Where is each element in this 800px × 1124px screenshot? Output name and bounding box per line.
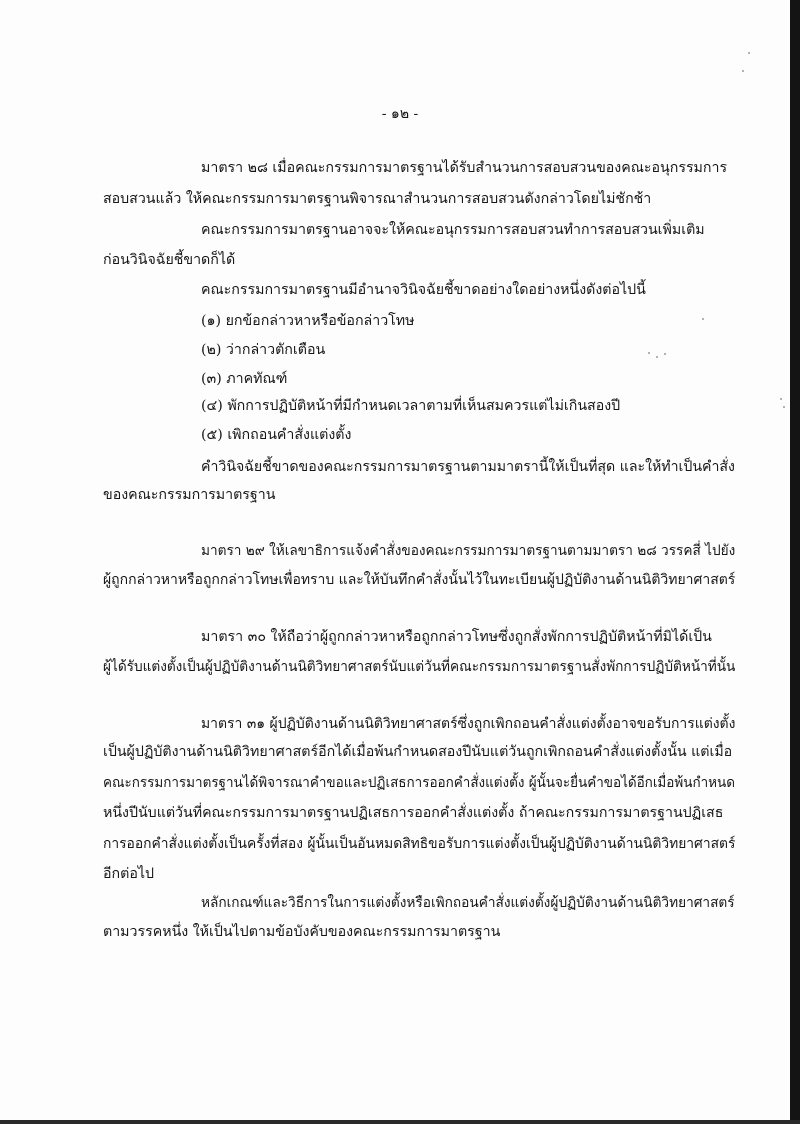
list-item: (๕) เพิกถอนคำสั่งแต่งตั้ง: [201, 427, 352, 443]
scan-speck: [748, 52, 750, 54]
scan-speck: [742, 70, 744, 72]
scan-edge-right: [790, 0, 800, 1124]
text-line: คณะกรรมการมาตรฐานอาจจะให้คณะอนุกรรมการสอบสวนทำการสอบสวนเพิ่มเติม: [201, 222, 705, 238]
text-line: อีกต่อไป: [103, 866, 154, 882]
text-line: มาตรา ๓๑ ผู้ปฏิบัติงานด้านนิติวิทยาศาสตร์ซึ่งถูกเพิกถอนคำสั่งแต่งตั้งอาจขอรับการแต่งตั้ง: [201, 716, 736, 732]
list-item: (๔) พักการปฏิบัติหน้าที่มีกำหนดเวลาตามที่เห็นสมควรแต่ไม่เกินสองปี: [201, 398, 621, 414]
text-line: หนึ่งปีนับแต่วันที่คณะกรรมการมาตรฐานปฏิเสธการออกคำสั่งแต่งตั้ง ถ้าคณะกรรมการมาตรฐานปฏิเสธ: [103, 805, 724, 821]
text-line: มาตรา ๒๘ เมื่อคณะกรรมการมาตรฐานได้รับสำนวนการสอบสวนของคณะอนุกรรมการ: [201, 160, 728, 176]
text-line: ผู้ถูกกล่าวหาหรือถูกกล่าวโทษเพื่อทราบ และให้บันทึกคำสั่งนั้นไว้ในทะเบียนผู้ปฏิบัติงานด้านนิติวิทยาศาสตร์: [103, 572, 736, 588]
scan-speck: [780, 398, 782, 400]
text-line: เป็นผู้ปฏิบัติงานด้านนิติวิทยาศาสตร์อีกได้เมื่อพ้นกำหนดสองปีนับแต่วันถูกเพิกถอนคำสั่งแต่งตั้งนั้น แต่เมื่อ: [103, 744, 733, 760]
scan-edge-bottom: [0, 1120, 800, 1124]
scan-speck: [783, 406, 785, 408]
text-line: คณะกรรมการมาตรฐานได้พิจารณาคำขอและปฏิเสธการออกคำสั่งแต่งตั้ง ผู้นั้นจะยื่นคำขอได้อีกเมื่อพ้นกำหนด: [103, 775, 735, 791]
text-line: สอบสวนแล้ว ให้คณะกรรมการมาตรฐานพิจารณาสำนวนการสอบสวนดังกล่าวโดยไม่ชักช้า: [103, 191, 652, 207]
text-line: ของคณะกรรมการมาตรฐาน: [103, 487, 276, 503]
scan-speck: [656, 356, 658, 358]
list-item: (๓) ภาคทัณฑ์: [201, 371, 288, 387]
text-line: คณะกรรมการมาตรฐานมีอำนาจวินิจฉัยชี้ขาดอย่างใดอย่างหนึ่งดังต่อไปนี้: [201, 282, 646, 298]
text-line: ผู้ได้รับแต่งตั้งเป็นผู้ปฏิบัติงานด้านนิติวิทยาศาสตร์นับแต่วันที่คณะกรรมการมาตรฐานสั่งพักการปฏิบัติหน้าที่นั้น: [103, 659, 736, 675]
scan-speck: [648, 352, 650, 354]
list-item: (๒) ว่ากล่าวตักเตือน: [201, 342, 326, 358]
text-line: ตามวรรคหนึ่ง ให้เป็นไปตามข้อบังคับของคณะกรรมการมาตรฐาน: [103, 924, 501, 940]
text-line: มาตรา ๒๙ ให้เลขาธิการแจ้งคำสั่งของคณะกรรมการมาตรฐานตามมาตรา ๒๘ วรรคสี่ ไปยัง: [201, 543, 736, 559]
scan-speck: [664, 353, 666, 355]
text-line: มาตรา ๓๐ ให้ถือว่าผู้ถูกกล่าวหาหรือถูกกล่าวโทษซึ่งถูกสั่งพักการปฏิบัติหน้าที่มิได้เป็น: [201, 629, 712, 645]
scan-speck: [702, 318, 704, 320]
text-line: คำวินิจฉัยชี้ขาดของคณะกรรมการมาตรฐานตามมาตรานี้ให้เป็นที่สุด และให้ทำเป็นคำสั่ง: [201, 459, 735, 475]
text-line: การออกคำสั่งแต่งตั้งเป็นครั้งที่สอง ผู้นั้นเป็นอันหมดสิทธิขอรับการแต่งตั้งเป็นผู้ปฏิบัติงานด้านนิติวิทยาศาสตร์: [103, 836, 736, 852]
text-line: ก่อนวินิจฉัยชี้ขาดก็ได้: [103, 252, 236, 268]
list-item: (๑) ยกข้อกล่าวหาหรือข้อกล่าวโทษ: [201, 313, 415, 329]
text-line: หลักเกณฑ์และวิธีการในการแต่งตั้งหรือเพิกถอนคำสั่งแต่งตั้งผู้ปฏิบัติงานด้านนิติวิทยาศาสตร์: [201, 895, 735, 911]
page-number: - ๑๒ -: [381, 106, 419, 122]
